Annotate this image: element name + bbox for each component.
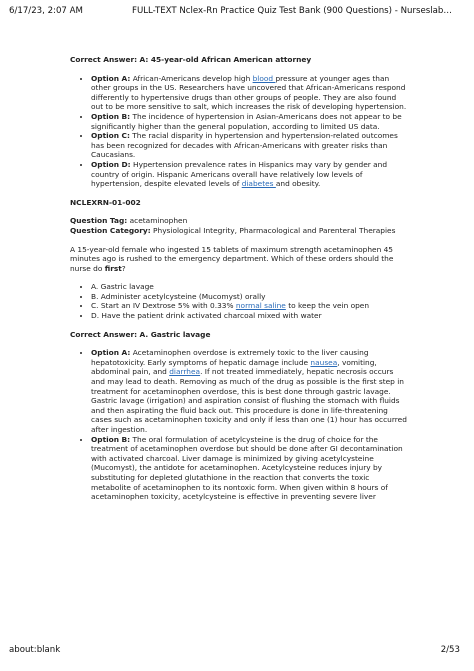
rationale-option-a: • Option A: Acetaminophen overdose is extremely toxic to the liver causing hepatotoxicity. Early symptoms of hepatic damage include nausea, vomiting, abdominal pain, and diarrhea. If not treated immediately, hepatic necrosis occurs and may lead to death. Removing as much of the drug as possible is the first step in treatment for acetaminophen overdose, this is best done through gastric lavage. Gastric lavage (irrigation) and aspiration consist of flushing the stomach with fluids and then aspirating the fluid back out. This procedure is done in life-threatening cases such as acetaminophen toxicity and only if less than one (1) hour has occurred after ingestion. (91, 348, 408, 434)
question-category: Question Category: Physiological Integrity, Pharmacological and Parenteral Therapies (70, 225, 396, 235)
question-id: NCLEXRN-01-002 (70, 197, 141, 207)
q2-rationale-list (70, 348, 408, 502)
blood-link[interactable]: blood (252, 73, 276, 83)
choice-b: • B. Administer acetylcysteine (Mucomyst) orally (91, 292, 408, 302)
q1-correct-answer (70, 55, 408, 65)
document-content (70, 55, 408, 502)
rationale-option-a: • Option A: African-Americans develop high blood pressure at younger ages than other groups in the US. Researchers have uncovered that African-Americans respond differently to hypertensive drugs than other groups of people. They are also found out to be more sensitive to salt, which increases the risk of developing hypertension. (91, 74, 408, 112)
answer-choices (70, 282, 408, 320)
rationale-option-c: • Option C: The racial disparity in hypertension and hypertension-related outcomes has been recognized for decades with African-Americans with greater risks than Caucasians. (91, 131, 408, 160)
answer-text: A. Gastric lavage (139, 329, 211, 339)
print-title: FULL-TEXT Nclex-Rn Practice Quiz Test Bank (900 Questions) - Nurseslab… (132, 6, 452, 16)
diarrhea-link[interactable]: diarrhea (169, 367, 201, 377)
choice-a: • A. Gastric lavage (91, 282, 408, 292)
question-stem: A 15-year-old female who ingested 15 tablets of maximum strength acetaminophen 45 minutes ago is rushed to the emergency department. Which of these orders should the nurse do first? (70, 244, 394, 273)
rationale-option-d: • Option D: Hypertension prevalence rates in Hispanics may vary by gender and country of origin. Hispanic Americans overall have relatively low levels of hypertension, despite elevated levels of diabetes and obesity. (91, 160, 408, 189)
answer-label: Correct Answer: (70, 55, 138, 64)
diabetes-link[interactable]: diabetes (241, 179, 276, 189)
page-number: 2/53 (440, 645, 460, 655)
q1-rationale-list (70, 74, 408, 189)
print-url: about:blank (9, 645, 61, 655)
print-date: 6/17/23, 2:07 AM (9, 6, 83, 16)
rationale-option-b: • Option B: The incidence of hypertension in Asian-Americans does not appear to be significantly higher than the general population, according to limited US data. (91, 112, 408, 131)
normal-saline-link[interactable]: normal saline (235, 301, 286, 311)
nausea-link[interactable]: nausea (310, 357, 338, 367)
choice-c: • C. Start an IV Dextrose 5% with 0.33% normal saline to keep the vein open (91, 301, 408, 311)
answer-text: A: 45-year-old African American attorney (139, 55, 312, 64)
question-tag: Question Tag: acetaminophen (70, 216, 188, 226)
q2-correct-answer (70, 330, 408, 340)
choice-d: • D. Have the patient drink activated charcoal mixed with water (91, 311, 408, 321)
answer-label: Correct Answer: (70, 329, 138, 339)
rationale-option-b: • Option B: The oral formulation of acetylcysteine is the drug of choice for the treatment of acetaminophen overdose but should be done after GI decontamination with activated charcoal. Liver damage is minimized by giving acetylcysteine (Mucomyst), the antidote for acetaminophen. Acetylcysteine reduces injury by substituting for depleted glutathione in the reaction that converts the toxic metabolite of acetaminophen to its nontoxic form. When given within 8 hours of acetaminophen toxicity, acetylcysteine is effective in preventing severe liver (91, 435, 408, 502)
